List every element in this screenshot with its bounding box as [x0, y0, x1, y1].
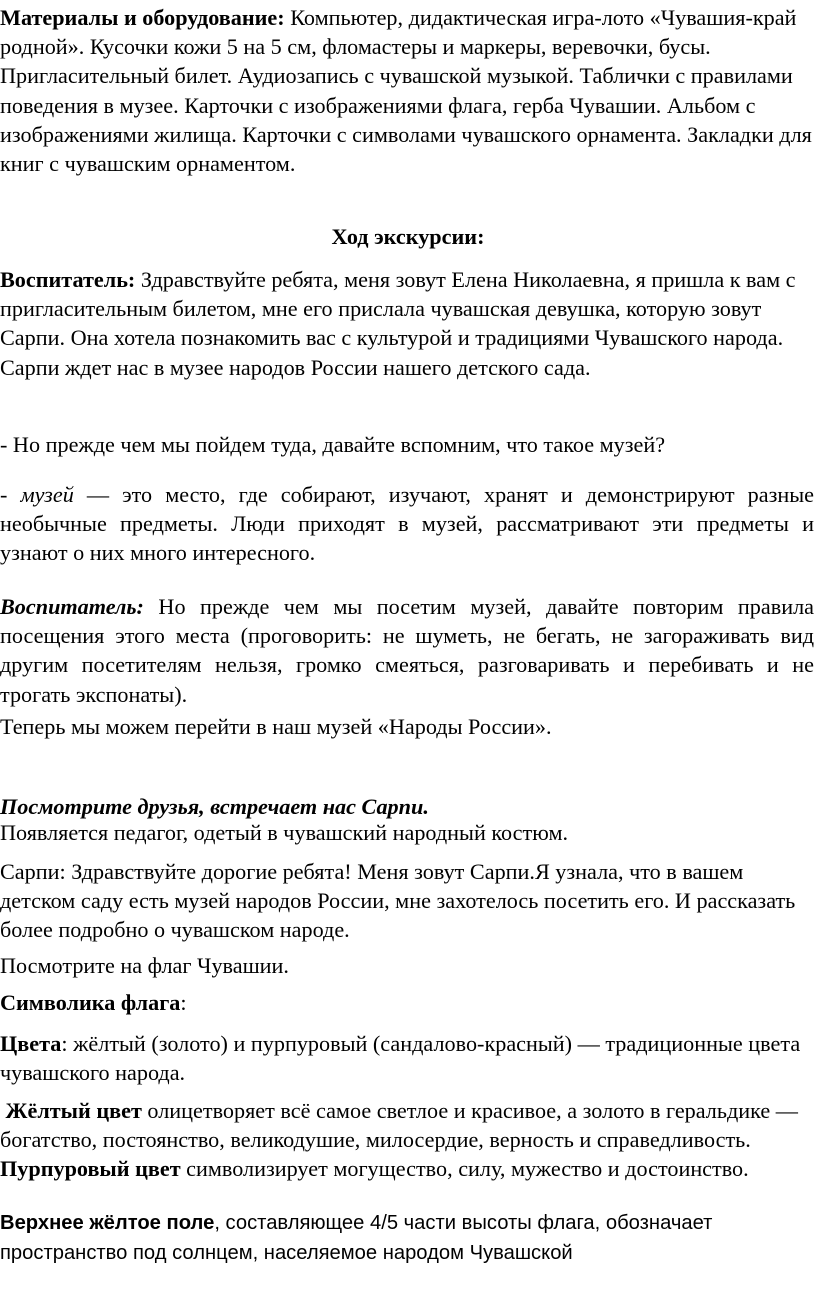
materials-text: Компьютер, дидактическая игра-лото «Чувашия-край родной». Кусочки кожи 5 на 5 см, фломастеры и маркеры, веревочки, бусы. Пригласительный билет. Аудиозапись с чувашской музыкой. Таблички с правилами поведения в музее. Карточки с изображениями флага, герба Чувашии. Альбом с изображениями жилища. Карточки с символами чувашского орнамента. Закладки для книг с чувашским орнаментом. — [0, 5, 812, 177]
purple-text: символизирует могущество, силу, мужество и достоинство. — [180, 1156, 749, 1182]
flag-look-line: Посмотрите на флаг Чувашии. — [0, 953, 289, 978]
materials-paragraph — [0, 3, 814, 178]
yellow-text: олицетворяет всё самое светлое и красивое, а золото в геральдике — богатство, постоянство, великодушие, милосердие, верность и справедливость. — [0, 1098, 798, 1153]
purple-label: Пурпуровый цвет — [0, 1156, 181, 1182]
museum-definition-prefix: - — [0, 482, 21, 507]
museum-definition-paragraph — [0, 480, 814, 568]
colors-paragraph — [0, 1029, 814, 1087]
rules-text: Но прежде чем мы посетим музей, давайте повторим правила посещения этого места (проговорить: не шуметь, не бегать, не загораживать вид другим посетителям нельзя, громко смеяться, разговаривать и перебивать и не трогать экспонаты). — [0, 594, 814, 707]
yellow-label: Жёлтый цвет — [5, 1098, 142, 1123]
flag-symbolism-label: Символика флага — [0, 990, 181, 1015]
look-friends-text: Посмотрите друзья, встречает нас Сарпи. — [0, 794, 429, 819]
teacher-intro-paragraph — [0, 265, 814, 382]
teacher-intro-text: Здравствуйте ребята, меня зовут Елена Николаевна, я пришла к вам с пригласительным билетом, мне его прислала чувашская девушка, которую зовут Сарпи. Она хотела познакомить вас с культурой и традициями Чувашского народа. Сарпи ждет нас в музее народов России нашего детского сада. — [0, 267, 796, 380]
flag-symbolism-colon: : — [180, 990, 187, 1015]
look-friends-line — [0, 792, 814, 821]
upper-field-paragraph — [0, 1209, 814, 1268]
teacher-intro-label: Воспитатель: — [0, 267, 136, 292]
museum-definition-text: — это место, где собирают, изучают, хранят и демонстрируют разные необычные предметы. Люди приходят в музей, рассматривают эти предметы и узнают о них много интересного. — [0, 482, 815, 566]
excursion-heading — [0, 222, 816, 251]
rules-teacher-label: Воспитатель: — [0, 594, 144, 619]
colors-text: : жёлтый (золото) и пурпуровый (сандалово-красный) — традиционные цвета чувашского народа. — [0, 1031, 801, 1086]
sarpi-greeting-paragraph: Сарпи: Здравствуйте дорогие ребята! Меня зовут Сарпи.Я узнала, что в вашем детском саду есть музей народов России, мне захотелось посетить его. И рассказать более подробно о чувашском народе. — [0, 859, 796, 943]
excursion-heading-text: Ход экскурсии: — [331, 224, 485, 249]
colors-label: Цвета — [0, 1031, 62, 1056]
go-to-museum-line: Теперь мы можем перейти в наш музей «Народы России». — [0, 714, 552, 739]
rules-paragraph — [0, 592, 814, 709]
yellow-meaning-paragraph — [0, 1096, 814, 1184]
teacher-appears-line: Появляется педагог, одетый в чувашский народный костюм. — [0, 820, 569, 845]
upper-field-label: Верхнее жёлтое поле — [0, 1212, 215, 1234]
museum-question: - Но прежде чем мы пойдем туда, давайте вспомним, что такое музей? — [0, 432, 666, 457]
flag-symbolism-line — [0, 988, 814, 1017]
materials-label: Материалы и оборудование: — [0, 5, 285, 30]
museum-term: музей — [20, 482, 74, 507]
upper-field-text: , составляющее 4/5 части высоты флага, обозначает пространство под солнцем, населяемое народом Чувашской — [0, 1212, 713, 1264]
